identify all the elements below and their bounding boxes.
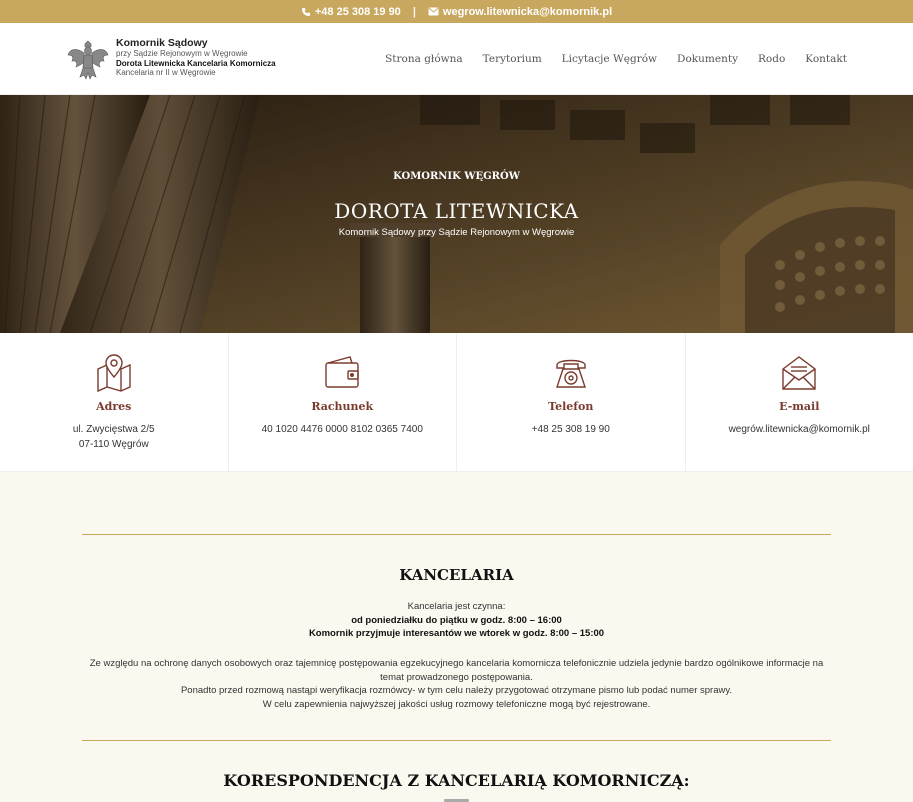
kancelaria-open-label: Kancelaria jest czynna:	[407, 601, 506, 612]
address-street: ul. Zwycięstwa 2/5	[72, 424, 155, 435]
nav-item-terytorium[interactable]: Terytorium	[482, 53, 542, 65]
logo-line-4: Kancelaria nr II w Węgrowie	[116, 68, 216, 77]
kancelaria-info-1: Ze względu na ochronę danych osobowych oraz tajemnicę postępowania egzekucyjnego kancelaria komornicza telefonicznie udziela jedynie bardzo ogólnikowe informacje na temat prowadzonego postępowania.	[89, 658, 824, 683]
contact-strip	[0, 333, 913, 472]
logo-text	[116, 37, 276, 78]
topbar-phone[interactable]	[301, 6, 401, 18]
hero-kicker: KOMORNIK WĘGRÓW	[393, 171, 520, 182]
contact-email	[686, 333, 913, 471]
topbar-separator: |	[412, 5, 416, 18]
contact-address	[0, 333, 229, 471]
kancelaria-hours-block	[82, 600, 831, 641]
nav-item-kontakt[interactable]: Kontakt	[805, 53, 847, 65]
top-bar	[0, 0, 913, 23]
site-header	[0, 23, 913, 95]
telephone-icon	[551, 353, 591, 393]
contact-address-value	[0, 422, 228, 452]
nav-item-licytacje[interactable]: Licytacje Węgrów	[561, 53, 658, 65]
contact-phone	[457, 333, 686, 471]
logo-line-3: Dorota Litewnicka Kancelaria Komornicza	[116, 58, 276, 68]
hero-banner	[0, 95, 913, 333]
contact-email-title: E-mail	[779, 400, 820, 413]
logo-line-1: Komornik Sądowy	[116, 37, 208, 49]
hero-subtitle: Komornik Sądowy przy Sądzie Rejonowym w Węgrowie	[338, 227, 575, 238]
logo-line-2: przy Sądzie Rejonowym w Węgrowie	[116, 49, 248, 58]
envelope-icon	[428, 7, 439, 16]
eagle-emblem-icon	[66, 37, 110, 83]
nav-item-rodo[interactable]: Rodo	[758, 53, 786, 65]
main-nav	[385, 23, 847, 95]
topbar-email[interactable]	[428, 6, 612, 18]
nav-item-strona-glowna[interactable]: Strona główna	[385, 53, 463, 65]
site-logo[interactable]	[66, 37, 276, 83]
kancelaria-info-block	[82, 657, 831, 711]
contact-account	[229, 333, 458, 471]
kancelaria-info-3: W celu zapewnienia najwyższej jakości usług rozmowy telefoniczne mogą być rejestrowane.	[262, 698, 651, 710]
kancelaria-info-2: Ponadto przed rozmową nastąpi weryfikacja rozmówcy- w tym celu należy przygotować otrzymane pismo lub podać numer sprawy.	[180, 685, 733, 696]
wallet-icon	[322, 353, 362, 393]
kancelaria-title: KANCELARIA	[399, 566, 514, 584]
contact-phone-title: Telefon	[548, 400, 594, 413]
hero-title: DOROTA LITEWNICKA	[334, 199, 579, 223]
topbar-email-text: wegrow.litewnicka@komornik.pl	[442, 5, 613, 18]
contact-address-title: Adres	[96, 400, 132, 413]
address-city: 07-110 Węgrów	[78, 439, 149, 450]
section-divider-bottom	[82, 740, 831, 741]
kancelaria-reception: Komornik przyjmuje interesantów we wtorek w godz. 8:00 – 15:00	[308, 628, 605, 639]
contact-account-value: 40 1020 4476 0000 8102 0365 7400	[261, 424, 423, 435]
contact-phone-value[interactable]: +48 25 308 19 90	[531, 424, 610, 435]
topbar-phone-text: +48 25 308 19 90	[314, 5, 401, 18]
kancelaria-hours: od poniedziałku do piątku w godz. 8:00 – 16:00	[351, 614, 562, 626]
envelope-icon	[779, 353, 819, 393]
section-divider-top	[82, 534, 831, 535]
nav-item-dokumenty[interactable]: Dokumenty	[677, 53, 738, 65]
map-pin-icon	[94, 353, 134, 393]
phone-icon	[301, 7, 311, 17]
korespondencja-title: KORESPONDENCJA Z KANCELARIĄ KOMORNICZĄ:	[223, 771, 690, 790]
contact-account-title: Rachunek	[311, 400, 374, 413]
contact-email-value[interactable]: wegrów.litewnicka@komornik.pl	[728, 424, 870, 435]
